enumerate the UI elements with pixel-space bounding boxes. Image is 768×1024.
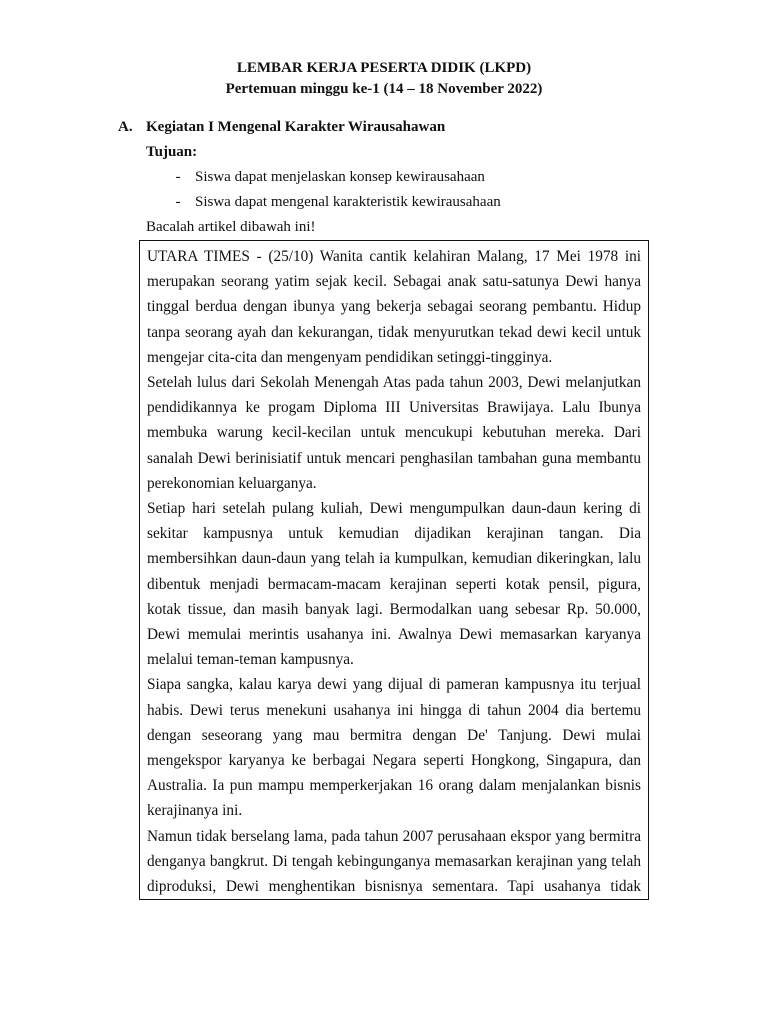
- bullet-dash: -: [175, 194, 181, 210]
- section-title: Kegiatan I Mengenal Karakter Wirausahawan: [146, 119, 446, 135]
- objective-item: [146, 192, 658, 212]
- objective-text: Siswa dapat menjelaskan konsep kewirausahaan: [195, 169, 485, 185]
- objective-item: [146, 167, 658, 187]
- article-paragraph: Namun tidak berselang lama, pada tahun 2007 perusahaan ekspor yang bermitra denganya bangkrut. Di tengah kebingunganya memasarkan kerajinan yang telah diproduksi, Dewi menghentikan bisnisnya sementara. Tapi usahanya tidak: [147, 827, 641, 896]
- article-box: [139, 240, 649, 900]
- section-body: [146, 142, 658, 237]
- section-letter: A.: [118, 119, 133, 135]
- objective-text: Siswa dapat mengenal karakteristik kewirausahaan: [195, 194, 501, 210]
- bullet-dash: -: [175, 169, 181, 185]
- document-header: [0, 58, 768, 100]
- article-paragraph: Siapa sangka, kalau karya dewi yang dijual di pameran kampusnya itu terjual habis. Dewi terus menekuni usahanya ini hingga di tahun 2004 dia bertemu dengan seseorang yang mau bermitra dengan De' Tanjung. Dewi mulai mengekspor karyanya ke berbagai Negara seperti Hongkong, Singapura, dan Australia. Ia pun mampu memperkerjakan 16 orang dalam menjalankan bisnis kerajinanya ini.: [147, 676, 641, 820]
- section-heading: [118, 117, 658, 137]
- article-paragraph: Setiap hari setelah pulang kuliah, Dewi mengumpulkan daun-daun kering di sekitar kampusnya untuk kemudian dijadikan kerajinan tangan. Dia membersihkan daun-daun yang telah ia kumpulkan, kemudian dikeringkan, lalu dibentuk menjadi bermacam-macam kerajinan seperti kotak pensil, pigura, kotak tissue, dan masih banyak lagi. Bermodalkan uang sebesar Rp. 50.000, Dewi memulai merintis usahanya ini. Awalnya Dewi memasarkan karyanya melalui teman-teman kampusnya.: [147, 500, 641, 669]
- article-paragraph: Setelah lulus dari Sekolah Menengah Atas pada tahun 2003, Dewi melanjutkan pendidikannya ke progam Diploma III Universitas Brawijaya. Lalu Ibunya membuka warung kecil-kecilan untuk mencukupi kebutuhan mereka. Dari sanalah Dewi berinisiatif untuk mencari penghasilan tambahan guna membantu perekonomian keluarganya.: [147, 374, 641, 492]
- reading-instruction: Bacalah artikel dibawah ini!: [146, 219, 316, 235]
- activity-section: [118, 117, 658, 237]
- document-title: LEMBAR KERJA PESERTA DIDIK (LKPD): [236, 60, 532, 76]
- tujuan-label: Tujuan:: [146, 144, 198, 160]
- document-subtitle: Pertemuan minggu ke-1 (14 – 18 November 2022): [225, 81, 543, 97]
- article-paragraph: UTARA TIMES - (25/10) Wanita cantik kelahiran Malang, 17 Mei 1978 ini merupakan seorang yatim sejak kecil. Sebagai anak satu-satunya Dewi hanya tinggal berdua dengan ibunya yang bekerja sebagai seorang pembantu. Hidup tanpa seorang ayah dan kekurangan, tidak menyurutkan tekad dewi kecil untuk mengejar cita-cita dan mengenyam pendidikan setinggi-tingginya.: [147, 248, 641, 366]
